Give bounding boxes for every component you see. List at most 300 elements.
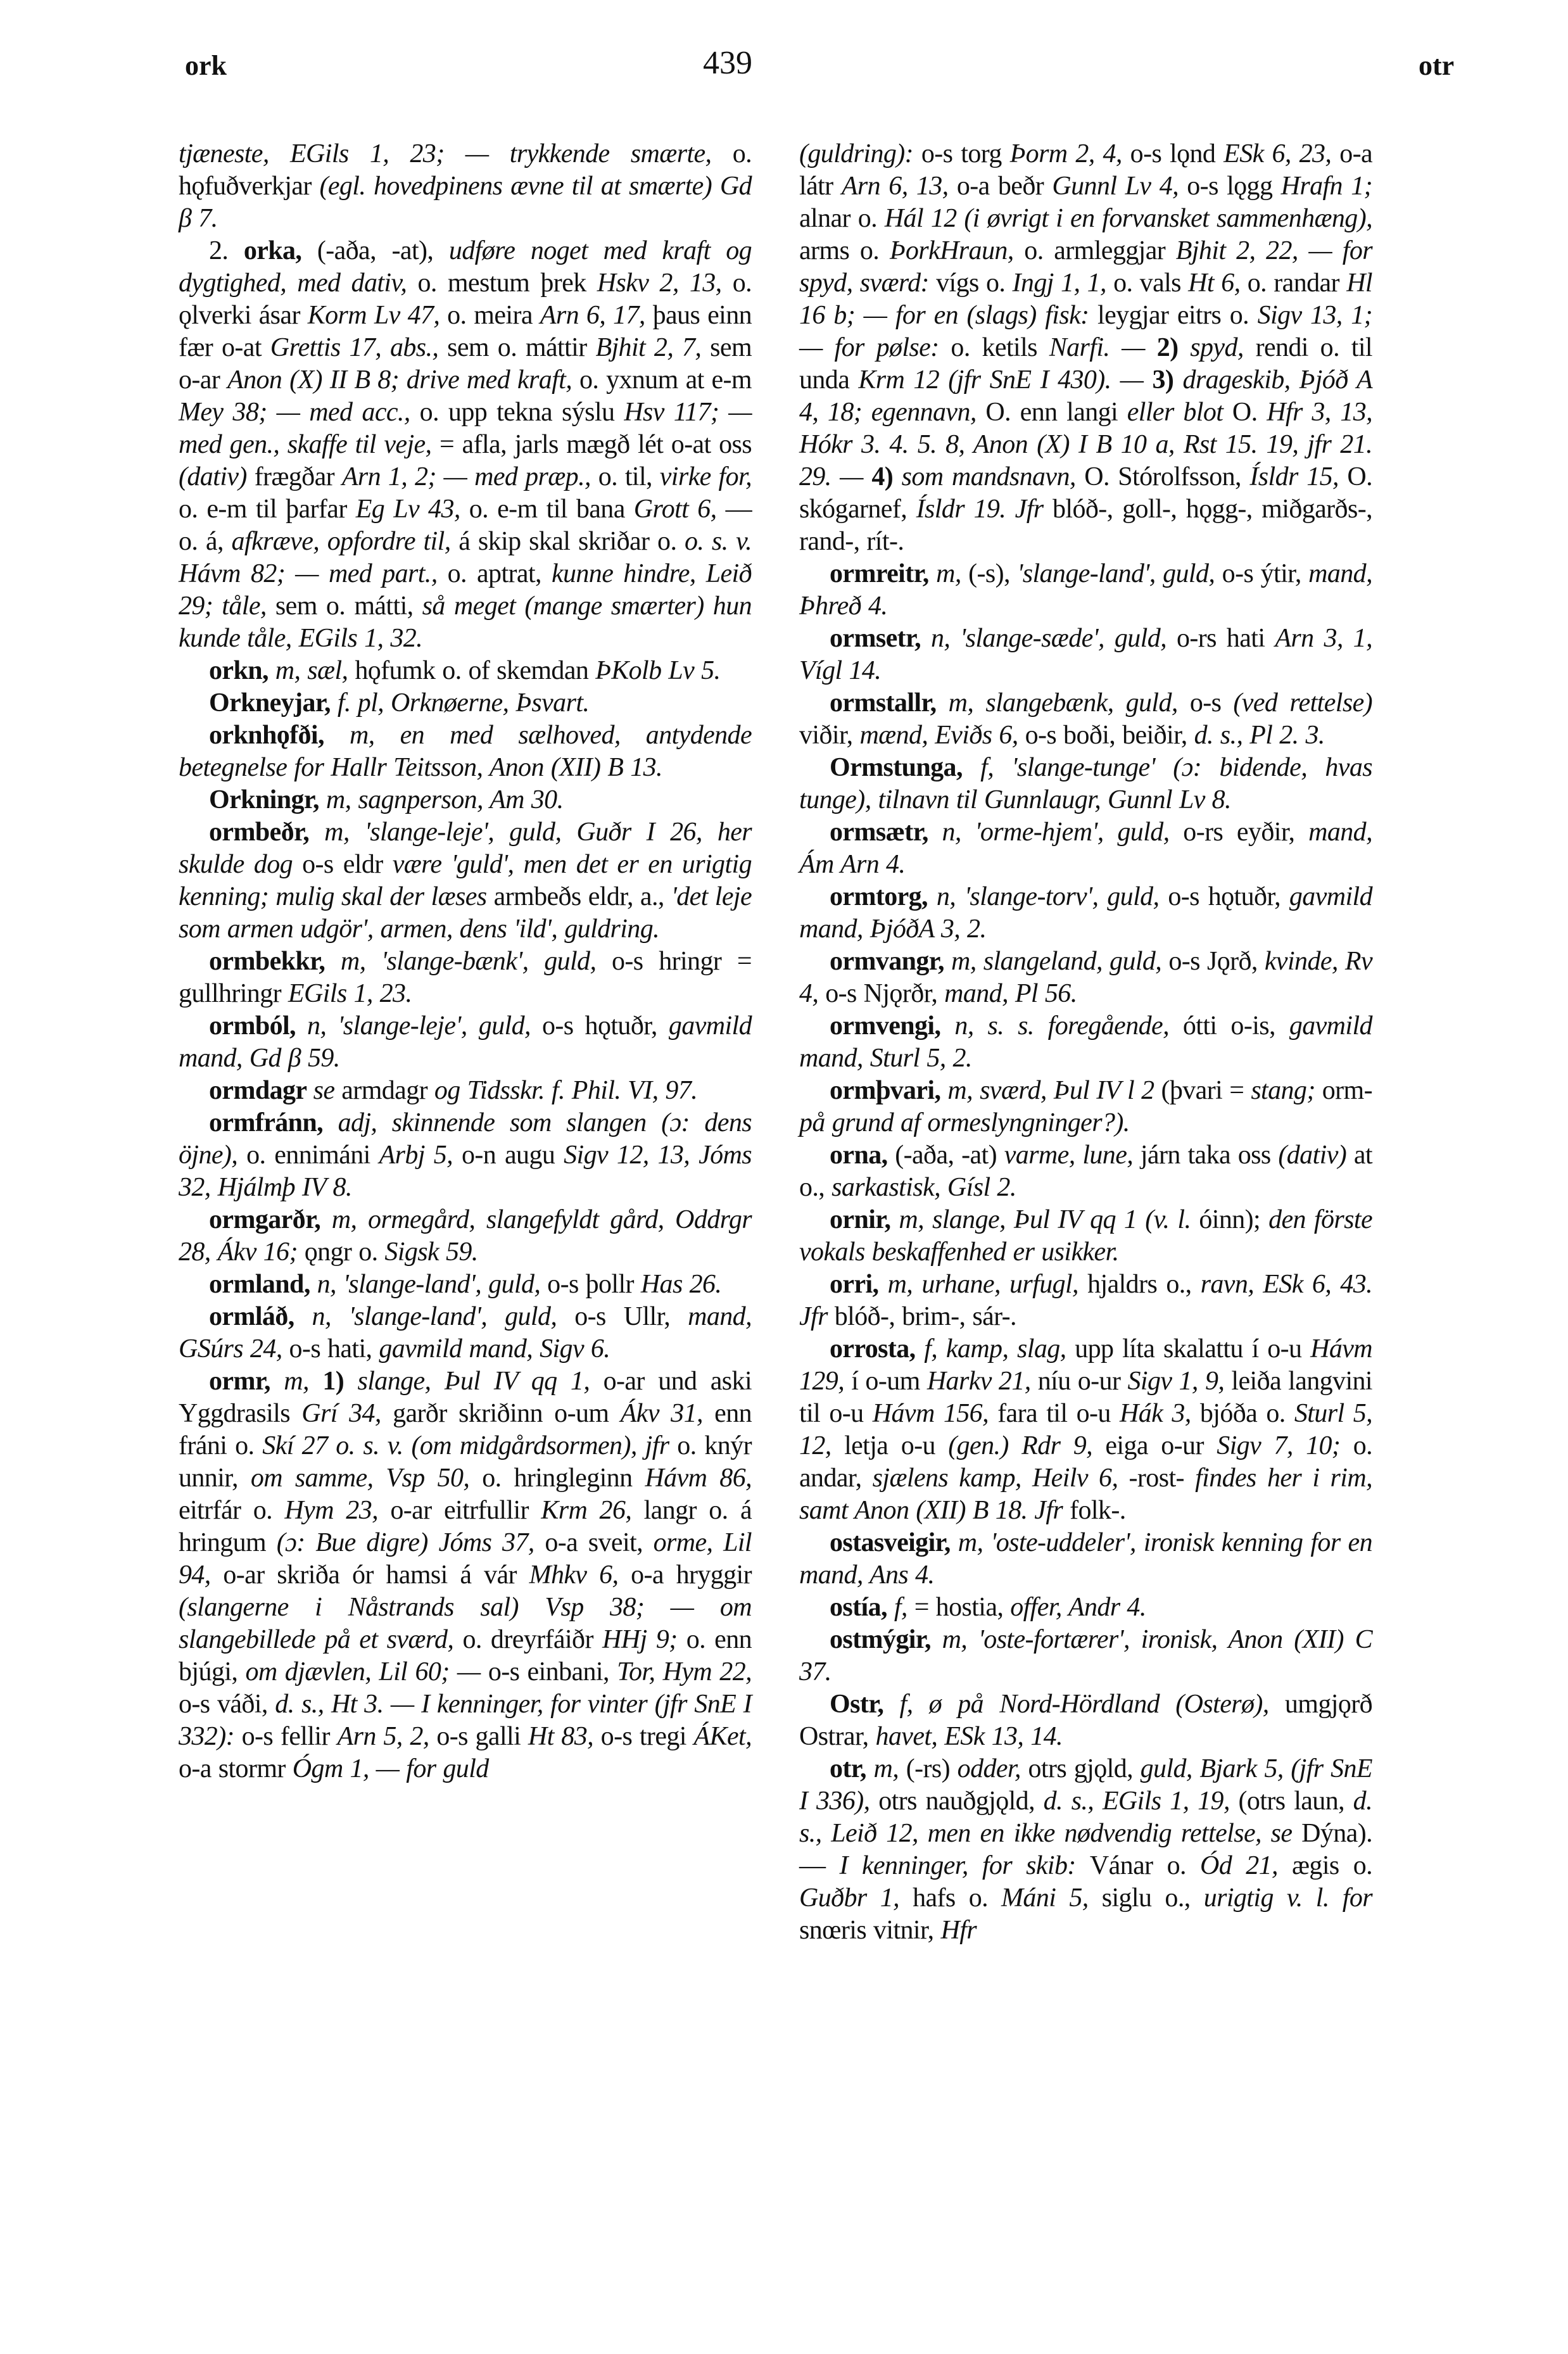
roman-text: óinn);: [1199, 1205, 1269, 1234]
headword: ormr,: [209, 1367, 284, 1396]
dictionary-entry: [799, 1269, 1372, 1333]
italic-text: Sigv 12, 13, Jóms 32, Hjálmþ IV 8.: [179, 1141, 752, 1202]
italic-text: (ɔ: Bue digre) Jóms 37,: [276, 1528, 545, 1557]
italic-text: m,: [936, 559, 969, 588]
italic-text: Narfi. —: [1049, 333, 1157, 362]
headword: ormbeðr,: [209, 818, 325, 847]
italic-text: Skí 27 o. s. v. (om midgårdsormen), jfr: [262, 1431, 678, 1460]
roman-text: o-s váði,: [179, 1690, 275, 1719]
dictionary-entry: [179, 816, 752, 946]
roman-text: (-aða, -at),: [317, 236, 449, 265]
roman-text: enn fráni o.: [179, 1399, 752, 1460]
dictionary-entry: [799, 946, 1372, 1010]
italic-text: HHj 9;: [602, 1625, 686, 1654]
italic-text: m, slangebænk, guld,: [948, 688, 1190, 718]
italic-text: Hym 23,: [284, 1496, 391, 1525]
italic-text: orme, Lil 94,: [179, 1528, 752, 1590]
headword: Ostr,: [830, 1690, 900, 1719]
headword: orkn,: [209, 656, 275, 685]
roman-text: hjaldrs o.,: [1087, 1270, 1201, 1299]
italic-text: gavmild mand, Gd β 59.: [179, 1011, 752, 1073]
italic-text: 'slange-land', guld,: [1017, 559, 1222, 588]
italic-text: Ísldr 19. Jfr: [916, 495, 1053, 524]
roman-text: eiga o-ur: [1105, 1431, 1217, 1460]
italic-text: havet, ESk 13, 14.: [875, 1722, 1063, 1751]
dictionary-entry: [799, 1624, 1372, 1688]
headword: ormbekkr,: [209, 947, 341, 976]
roman-text: o-s ýtir,: [1222, 559, 1309, 588]
dictionary-entry: [799, 1591, 1372, 1624]
italic-text: Arn 1, 2; — med præp.,: [341, 462, 598, 491]
italic-text: Hrafn 1;: [1280, 172, 1372, 201]
roman-text: o-s torg: [921, 139, 1010, 168]
italic-text: Korm Lv 47,: [307, 301, 448, 330]
italic-text: d. s., Pl 2. 3.: [1194, 721, 1325, 750]
roman-text: í o-um: [851, 1367, 927, 1396]
roman-text: o-s hǫtuðr,: [541, 1011, 669, 1041]
roman-text: o. e-m til bana: [469, 495, 634, 524]
italic-text: være 'guld', men det er en urigtig kenning; mulig skal der læses: [179, 850, 752, 911]
italic-text: udføre noget med kraft og dygtighed, med dativ,: [179, 236, 752, 298]
roman-text: blóð-, brim-, sár-.: [834, 1302, 1016, 1331]
italic-text: virke for,: [659, 462, 752, 491]
italic-text: Ógm 1, — for guld: [292, 1754, 489, 1783]
italic-text: odder,: [957, 1754, 1028, 1783]
roman-text: viðir,: [799, 721, 860, 750]
roman-text: o-ar und aski Yggdrasils: [179, 1367, 752, 1428]
dictionary-entry: [179, 946, 752, 1010]
dictionary-entry: [799, 1010, 1372, 1075]
italic-text: Ísldr 15,: [1249, 462, 1348, 491]
roman-text: o-s lǫgg: [1187, 172, 1281, 201]
roman-text: — o. á,: [179, 495, 752, 556]
roman-text: vígs o.: [936, 269, 1013, 298]
roman-text: o-n augu: [461, 1141, 564, 1170]
italic-text: tjæneste, EGils 1, 23; — trykkende smærte,: [179, 139, 733, 168]
roman-text: o. dreyrfáiðr: [462, 1625, 603, 1654]
headword: ormgarðr,: [209, 1205, 332, 1234]
roman-text: o-s: [1189, 688, 1234, 718]
italic-text: (dativ): [1278, 1141, 1354, 1170]
italic-text: m,: [284, 1367, 323, 1396]
roman-text: o. mestum þrek: [417, 269, 597, 298]
headword: ormfránn,: [209, 1108, 338, 1137]
italic-text: så meget (mange smærter) hun kunde tåle, EGils 1, 32.: [179, 592, 752, 653]
headword: Orkneyjar,: [209, 688, 338, 718]
roman-text: = afla, jarls mægð lét o-at oss: [439, 430, 752, 459]
roman-text: o-s Ullr,: [574, 1302, 688, 1331]
italic-text: ÁKet,: [693, 1722, 752, 1751]
italic-text: ÞKolb Lv 5.: [595, 656, 721, 685]
roman-text: upp líta skalattu í o-u: [1075, 1334, 1311, 1364]
headword: ormvengi,: [830, 1011, 955, 1041]
left-column: [179, 138, 752, 1785]
italic-text: Ht 83,: [528, 1722, 601, 1751]
italic-text: stang;: [1251, 1076, 1322, 1105]
roman-text: sem o. mátti,: [275, 592, 422, 621]
italic-text: Máni 5,: [1001, 1883, 1102, 1913]
italic-text: (slangerne i Nåstrands sal) Vsp 38; — om slangebillede på et sværd,: [179, 1593, 752, 1654]
italic-text: Arn 5, 2,: [337, 1722, 437, 1751]
italic-text: (dativ): [179, 462, 255, 491]
roman-text: (-rs): [906, 1754, 958, 1783]
italic-text: d. s., Leið 12, men en ikke nødvendig rettelse, se: [799, 1787, 1372, 1848]
italic-text: f,: [894, 1593, 914, 1622]
running-head-right: otr: [1419, 50, 1455, 81]
roman-text: járn taka oss: [1140, 1141, 1279, 1170]
headword: ormláð,: [209, 1302, 312, 1331]
italic-text: m, 'oste-uddeler', ironisk kenning for en mand, Ans 4.: [799, 1528, 1372, 1590]
dictionary-entry: [179, 1269, 752, 1301]
italic-text: m,: [873, 1754, 906, 1783]
italic-text: Sigv 1, 9,: [1127, 1367, 1232, 1396]
italic-text: Krm 12 (jfr SnE I 430). —: [858, 365, 1153, 395]
italic-text: mand, Þhreð 4.: [799, 559, 1372, 621]
dictionary-entry: [799, 623, 1372, 687]
roman-text: (otrs laun,: [1238, 1787, 1353, 1816]
italic-text: eller blot: [1127, 398, 1232, 427]
italic-text: m, en med sælhoved, antydende betegnelse for Hallr Teitsson, Anon (XII) B 13.: [179, 721, 752, 782]
roman-text: o-s tregi: [600, 1722, 694, 1751]
headword: orka,: [243, 236, 317, 265]
italic-text: gavmild mand, Sigv 6.: [379, 1334, 610, 1364]
roman-text: o-ar eitrfullir: [390, 1496, 541, 1525]
headword: ormsetr,: [830, 624, 932, 653]
roman-text: o. vals: [1113, 269, 1189, 298]
roman-text: o. andar,: [799, 1431, 1372, 1493]
roman-text: hafs o.: [913, 1883, 1002, 1913]
italic-text: Hsv 117; — med gen., skaffe til veje,: [179, 398, 752, 459]
roman-text: otrs gjǫld,: [1028, 1754, 1141, 1783]
roman-text: alnar o.: [799, 204, 885, 233]
italic-text: m, 'slange-bænk', guld,: [340, 947, 612, 976]
italic-text: urigtig v. l. for: [1203, 1883, 1372, 1913]
italic-text: om samme, Vsp 50,: [250, 1464, 483, 1493]
roman-text: siglu o.,: [1101, 1883, 1204, 1913]
italic-text: Has 26.: [640, 1270, 722, 1299]
italic-text: f, ø på Nord-Hördland (Osterø),: [899, 1690, 1285, 1719]
italic-text: som mandsnavn,: [901, 462, 1085, 491]
roman-text: o. armleggjar: [1024, 236, 1176, 265]
dictionary-entry: [799, 1204, 1372, 1269]
italic-text: Eg Lv 43,: [355, 495, 469, 524]
headword: ormsætr,: [830, 818, 942, 847]
dictionary-entry: [799, 1333, 1372, 1527]
italic-text: afkræve, opfordre til,: [231, 527, 459, 556]
italic-text: Grott 6,: [633, 495, 726, 524]
italic-text: Mhkv 6,: [529, 1560, 631, 1590]
italic-text: (egl. hovedpinens ævne til at smærte) Gd β 7.: [179, 172, 752, 233]
italic-text: Grí 34,: [301, 1399, 393, 1428]
headword: ormtorg,: [830, 882, 937, 911]
roman-text: o. meira: [447, 301, 540, 330]
headword: Ormstunga,: [830, 753, 981, 782]
italic-text: spyd,: [1190, 333, 1256, 362]
roman-text: o-s hǫtuðr,: [1168, 882, 1289, 911]
italic-text: Tor, Hym 22,: [617, 1657, 752, 1686]
roman-text: letja o-u: [844, 1431, 949, 1460]
roman-text: o. ketils: [951, 333, 1049, 362]
italic-text: Bjhit 2, 7,: [595, 333, 711, 362]
roman-text: o-s hringr = gullhringr: [179, 947, 752, 1008]
dictionary-entry: [179, 1010, 752, 1075]
dictionary-entry: [799, 816, 1372, 881]
italic-text: m, sagnperson, Am 30.: [326, 785, 564, 814]
right-column: [799, 138, 1372, 1947]
italic-text: gavmild mand, Sturl 5, 2.: [799, 1011, 1372, 1073]
italic-text: Gunnl Lv 4,: [1052, 172, 1187, 201]
headword: ostmýgir,: [830, 1625, 942, 1654]
roman-text: sem o-ar: [179, 333, 752, 395]
roman-text: o-ar skriða ór hamsi á vár: [223, 1560, 529, 1590]
dictionary-entry: [799, 881, 1372, 946]
headword: 4): [871, 462, 902, 491]
roman-text: arms o.: [799, 236, 890, 265]
roman-text: at o.,: [799, 1141, 1372, 1202]
italic-text: sarkastisk, Gísl 2.: [831, 1173, 1016, 1202]
roman-text: o-s Njǫrðr,: [825, 979, 945, 1008]
italic-text: n, 'slange-land', guld,: [317, 1270, 548, 1299]
italic-text: Arn 6, 13,: [841, 172, 957, 201]
roman-text: o-a beðr: [956, 172, 1053, 201]
italic-text: EGils 1, 23.: [288, 979, 412, 1008]
roman-text: fara til o-u: [997, 1399, 1120, 1428]
roman-text: o-s galli: [436, 1722, 528, 1751]
roman-text: o-s Jǫrð,: [1168, 947, 1265, 976]
italic-text: (ved rettelse): [1233, 688, 1372, 718]
roman-text: o. upp tekna sýslu: [419, 398, 624, 427]
italic-text: Grettis 17, abs.,: [270, 333, 448, 362]
roman-text: o. ǫlverki ásar: [179, 269, 752, 330]
roman-text: O.: [1232, 398, 1267, 427]
italic-text: n, s. s. foregående,: [954, 1011, 1183, 1041]
roman-text: o-s einbani,: [488, 1657, 617, 1686]
roman-text: folk-.: [1070, 1496, 1126, 1525]
roman-text: rendi o. til unda: [799, 333, 1372, 395]
roman-text: hǫfumk o. of skemdan: [355, 656, 596, 685]
headword: otr,: [830, 1754, 874, 1783]
dictionary-entry: [799, 138, 1372, 558]
dictionary-entry: [179, 138, 752, 235]
italic-text: f, kamp, slag,: [924, 1334, 1075, 1364]
italic-text: mænd, Eviðs 6,: [859, 721, 1025, 750]
italic-text: Hávm 156,: [872, 1399, 998, 1428]
roman-text: ǫngr o.: [304, 1237, 385, 1267]
italic-text: om djævlen, Lil 60; —: [245, 1657, 488, 1686]
italic-text: Mey 38; — med acc.,: [179, 398, 420, 427]
roman-text: o. hringleginn: [482, 1464, 645, 1493]
italic-text: ravn, ESk 6, 43. Jfr: [799, 1270, 1373, 1331]
italic-text: Sturl 5, 12,: [799, 1399, 1372, 1460]
italic-text: se: [313, 1076, 342, 1105]
roman-text: sem o. máttir: [447, 333, 596, 362]
italic-text: drageskib, Þjóð A 4, 18; egennavn,: [799, 365, 1373, 427]
italic-text: adj, skinnende som slangen (ɔ: dens öjne),: [179, 1108, 752, 1170]
italic-text: mand, GSúrs 24,: [179, 1302, 752, 1364]
headword: orrosta,: [830, 1334, 925, 1364]
dictionary-entry: [799, 1753, 1372, 1947]
italic-text: Ákv 31,: [620, 1399, 715, 1428]
italic-text: mand, Pl 56.: [944, 979, 1077, 1008]
headword: ormból,: [209, 1011, 308, 1041]
roman-text: -rost-: [1129, 1464, 1196, 1493]
italic-text: mand, Ám Arn 4.: [799, 818, 1372, 879]
italic-text: Ingj 1, 1,: [1012, 269, 1114, 298]
roman-text: frægðar: [254, 462, 342, 491]
running-head-left: ork: [185, 50, 227, 81]
dictionary-entry: [179, 1075, 752, 1107]
italic-text: findes her i rim, samt Anon (XII) B 18. Jfr: [799, 1464, 1372, 1525]
dictionary-entry: [179, 687, 752, 719]
dictionary-entry: [799, 1527, 1372, 1591]
roman-text: langr o. á hringum: [179, 1496, 752, 1557]
italic-text: og Tidsskr. f. Phil. VI, 97.: [434, 1076, 698, 1105]
italic-text: Sigv 7, 10;: [1217, 1431, 1353, 1460]
roman-text: blóð-, goll-, hǫgg-, miðgarðs-, rand-, rít-.: [799, 495, 1372, 556]
italic-text: Guðbr 1,: [799, 1883, 913, 1913]
roman-text: o. hǫfuðverkjar: [179, 139, 752, 201]
italic-text: Arn 6, 17,: [540, 301, 653, 330]
roman-text: snœris vitnir,: [799, 1916, 941, 1945]
roman-text: o. ennimáni: [246, 1141, 379, 1170]
dictionary-entry: [179, 784, 752, 816]
italic-text: Hávm 86,: [645, 1464, 752, 1493]
italic-text: Krm 26,: [541, 1496, 644, 1525]
italic-text: m, slange, Þul IV qq 1 (v. l.: [899, 1205, 1199, 1234]
roman-text: á skip skal skriðar o.: [458, 527, 685, 556]
roman-text: armbeðs eldr, a.,: [493, 882, 671, 911]
roman-text: o-s lǫnd: [1130, 139, 1224, 168]
italic-text: varme, lune,: [1004, 1141, 1141, 1170]
dictionary-entry: [179, 1365, 752, 1785]
italic-text: f. pl, Orknøerne, Þsvart.: [337, 688, 590, 718]
italic-text: Sigsk 59.: [384, 1237, 478, 1267]
roman-text: o. e-m til þarfar: [179, 495, 356, 524]
italic-text: Ód 21,: [1199, 1851, 1292, 1880]
roman-text: otrs nauðgjǫld,: [878, 1787, 1044, 1816]
italic-text: m, urhane, urfugl,: [887, 1270, 1088, 1299]
italic-text: n, 'orme-hjem', guld,: [942, 818, 1184, 847]
roman-text: eitrfár o.: [179, 1496, 285, 1525]
italic-text: m, 'slange-leje', guld, Guðr I 26, her skulde dog: [179, 818, 752, 879]
italic-text: n, 'slange-leje', guld,: [307, 1011, 542, 1041]
roman-text: o. til,: [598, 462, 660, 491]
roman-text: ótti o-is,: [1182, 1011, 1289, 1041]
italic-text: kvinde, Rv 4,: [799, 947, 1372, 1008]
italic-text: (gen.) Rdr 9,: [948, 1431, 1106, 1460]
dictionary-entry: [179, 1107, 752, 1204]
roman-text: Vánar o.: [1089, 1851, 1200, 1880]
roman-text: o-rs eyðir,: [1183, 818, 1309, 847]
roman-text: O. skógarnef,: [799, 462, 1373, 524]
dictionary-entry: [799, 558, 1372, 623]
italic-text: f, 'slange-tunge' (ɔ: bidende, hvas tunge), tilnavn til Gunnlaugr, Gunnl Lv 8.: [799, 753, 1372, 814]
roman-text: (þvari =: [1161, 1076, 1251, 1105]
italic-text: (guldring):: [799, 139, 921, 168]
dictionary-entry: [799, 687, 1372, 752]
italic-text: m, 'oste-fortærer', ironisk, Anon (XII) C 37.: [799, 1625, 1372, 1686]
dictionary-entry: [179, 1204, 752, 1269]
roman-text: o-a sveit,: [545, 1528, 654, 1557]
italic-text: den förste vokals beskaffenhed er usikker.: [799, 1205, 1373, 1267]
roman-text: o. enn bjúgi,: [179, 1625, 752, 1686]
headword: 1): [322, 1367, 358, 1396]
italic-text: Bjhit 2, 22, — for spyd, sværd:: [799, 236, 1372, 298]
italic-text: Hávm 129,: [799, 1334, 1372, 1396]
italic-text: Anon (X) II B 8; drive med kraft,: [227, 365, 579, 395]
italic-text: m, sæl,: [275, 656, 355, 685]
roman-text: o-s eldr: [302, 850, 393, 879]
roman-text: o. yxnum at e-m: [579, 365, 752, 395]
roman-text: armdagr: [341, 1076, 434, 1105]
headword: ormdagr: [209, 1076, 313, 1105]
roman-text: bjóða o.: [1199, 1399, 1294, 1428]
roman-text: 2.: [209, 236, 244, 265]
italic-text: Hfr 3, 13, Hókr 3. 4. 5. 8, Anon (X) I B 10 a, Rst 15. 19, jfr 21. 29. —: [799, 398, 1372, 491]
roman-text: O. enn langi: [985, 398, 1127, 427]
roman-text: o-rs hati: [1176, 624, 1275, 653]
roman-text: o-s hati,: [289, 1334, 379, 1364]
headword: ormþvari,: [830, 1076, 948, 1105]
roman-text: leiða langvini til o-u: [799, 1367, 1372, 1428]
dictionary-entry: [799, 752, 1372, 816]
headword: Orkningr,: [209, 785, 326, 814]
italic-text: n, 'slange-sæde', guld,: [931, 624, 1177, 653]
roman-text: o-a stormr: [179, 1754, 293, 1783]
dictionary-entry: [799, 1075, 1372, 1139]
italic-text: Þorm 2, 4,: [1009, 139, 1130, 168]
dictionary-entry: [179, 655, 752, 687]
page-number: 439: [703, 45, 752, 81]
headword: orri,: [830, 1270, 888, 1299]
headword: ormvangr,: [830, 947, 951, 976]
italic-text: m, ormegård, slangefyldt gård, Oddrgr 28, Ákv 16;: [179, 1205, 752, 1267]
roman-text: leygjar eitrs o.: [1097, 301, 1258, 330]
italic-text: Arn 3, 1, Vígl 14.: [799, 624, 1372, 685]
headword: 2): [1156, 333, 1191, 362]
headword: ormreitr,: [830, 559, 937, 588]
headword: orna,: [830, 1141, 895, 1170]
italic-text: Ht 6,: [1188, 269, 1248, 298]
roman-text: garðr skriðinn o-um: [393, 1399, 621, 1428]
dictionary-entry: [179, 719, 752, 784]
dictionary-entry: [179, 235, 752, 655]
roman-text: o-a hryggir: [631, 1560, 752, 1590]
italic-text: n, 'slange-torv', guld,: [936, 882, 1168, 911]
italic-text: o. s. v. Hávm 82; — med part.,: [179, 527, 752, 588]
roman-text: O. Stórolfsson,: [1084, 462, 1250, 491]
headword: ornir,: [830, 1205, 899, 1234]
italic-text: m, sværd, Þul IV l 2: [947, 1076, 1161, 1105]
italic-text: d. s., EGils 1, 19,: [1043, 1787, 1239, 1816]
dictionary-entry: [179, 1301, 752, 1365]
headword: 3): [1152, 365, 1183, 395]
italic-text: kunne hindre, Leið 29; tåle,: [179, 559, 752, 621]
italic-text: d. s., Ht 3. — I kenninger, for vinter (jfr SnE I 332):: [179, 1690, 752, 1751]
italic-text: offer, Andr 4.: [1010, 1593, 1146, 1622]
roman-text: þaus einn fær o-at: [179, 301, 752, 362]
italic-text: n, 'slange-land', guld,: [312, 1302, 575, 1331]
roman-text: (-s),: [968, 559, 1018, 588]
headword: ostía,: [830, 1593, 894, 1622]
roman-text: ægis o.: [1292, 1851, 1373, 1880]
roman-text: o. aptrat,: [447, 559, 552, 588]
italic-text: ÞorkHraun,: [889, 236, 1025, 265]
italic-text: Harkv 21,: [926, 1367, 1038, 1396]
roman-text: = hostia,: [914, 1593, 1011, 1622]
headword: orknhǫfði,: [209, 721, 350, 750]
headword: ormstallr,: [830, 688, 949, 718]
